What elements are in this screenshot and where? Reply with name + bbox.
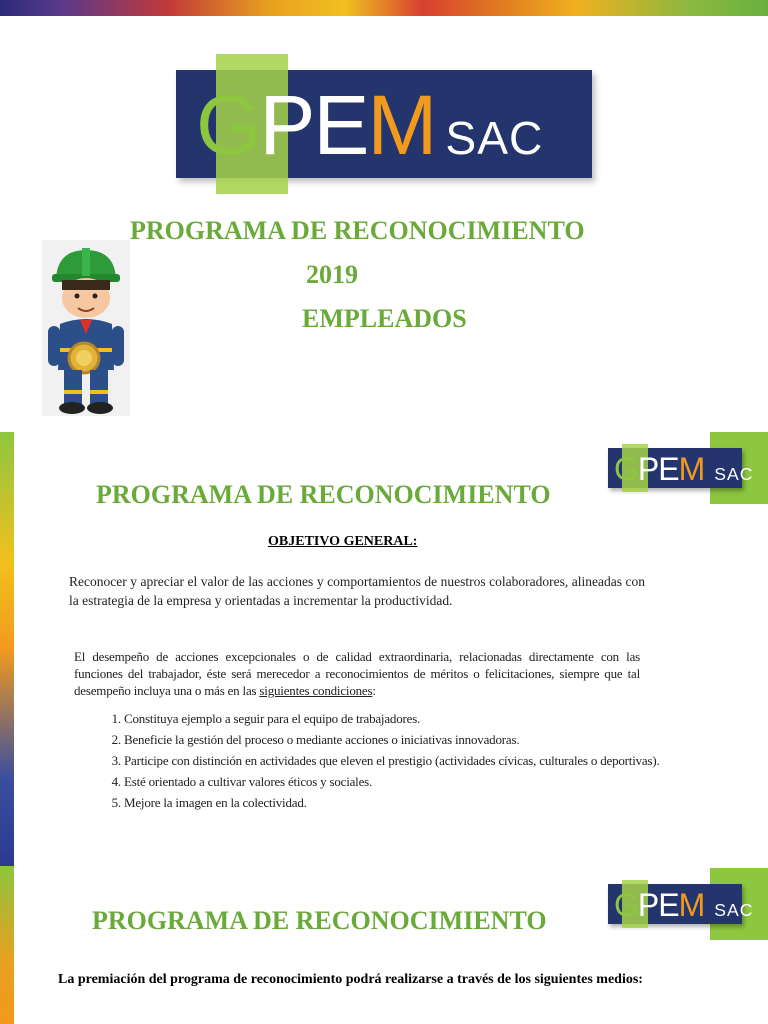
slide-side-bar xyxy=(0,866,14,1024)
cover-subtitle: EMPLEADOS xyxy=(302,304,467,333)
awards-slide xyxy=(0,866,768,1024)
gpem-logo-small xyxy=(608,432,768,496)
slide-title: PROGRAMA DE RECONOCIMIENTO xyxy=(92,906,547,935)
cover-title: PROGRAMA DE RECONOCIMIENTO xyxy=(130,216,585,245)
list-item: 1. Constituya ejemplo a seguir para el equipo de trabajadores. xyxy=(124,710,696,727)
slide-title: PROGRAMA DE RECONOCIMIENTO xyxy=(96,480,551,509)
top-gradient-bar xyxy=(0,0,768,16)
gpem-logo xyxy=(176,70,592,178)
list-item: 5. Mejore la imagen en la colectividad. xyxy=(124,794,696,811)
logo-bar xyxy=(608,884,754,924)
performance-paragraph: El desempeño de acciones excepcionales o de calidad extraordinaria, relacionadas directamente con las funciones del trabajador, éste será merecedor a reconocimientos de méritos o felicitaciones, siempre que tal desempeño incluya una o más en las siguientes condiciones: xyxy=(74,649,640,698)
cover-slide xyxy=(0,16,768,416)
objective-heading: OBJETIVO GENERAL: xyxy=(268,534,418,549)
gpem-logo-small xyxy=(608,868,768,932)
conditions-list xyxy=(68,710,696,815)
list-item: 2. Beneficie la gestión del proceso o mediante acciones o iniciativas innovadoras. xyxy=(124,731,696,748)
list-item: 3. Participe con distinción en actividades que eleven el prestigio (actividades cívicas, culturales o deportivas). xyxy=(124,752,696,769)
conditions-link-text: siguientes condiciones xyxy=(259,683,373,698)
logo-bar xyxy=(608,448,754,488)
awards-paragraph: La premiación del programa de reconocimiento podrá realizarse a través de los siguientes medios: xyxy=(58,972,643,987)
slide-side-bar xyxy=(0,432,14,866)
logo-text: GPEM SAC xyxy=(614,887,754,923)
cover-year: 2019 xyxy=(306,260,358,289)
logo-text: GPEM SAC xyxy=(196,78,544,172)
list-item: 4. Esté orientado a cultivar valores éticos y sociales. xyxy=(124,773,696,790)
objective-paragraph: Reconocer y apreciar el valor de las acciones y comportamientos de nuestros colaboradores, alineadas con la estrategia de la empresa y orientadas a incrementar la productividad. xyxy=(69,574,645,608)
objective-slide xyxy=(0,432,768,866)
logo-text: GPEM SAC xyxy=(614,451,754,487)
worker-illustration xyxy=(42,240,130,416)
